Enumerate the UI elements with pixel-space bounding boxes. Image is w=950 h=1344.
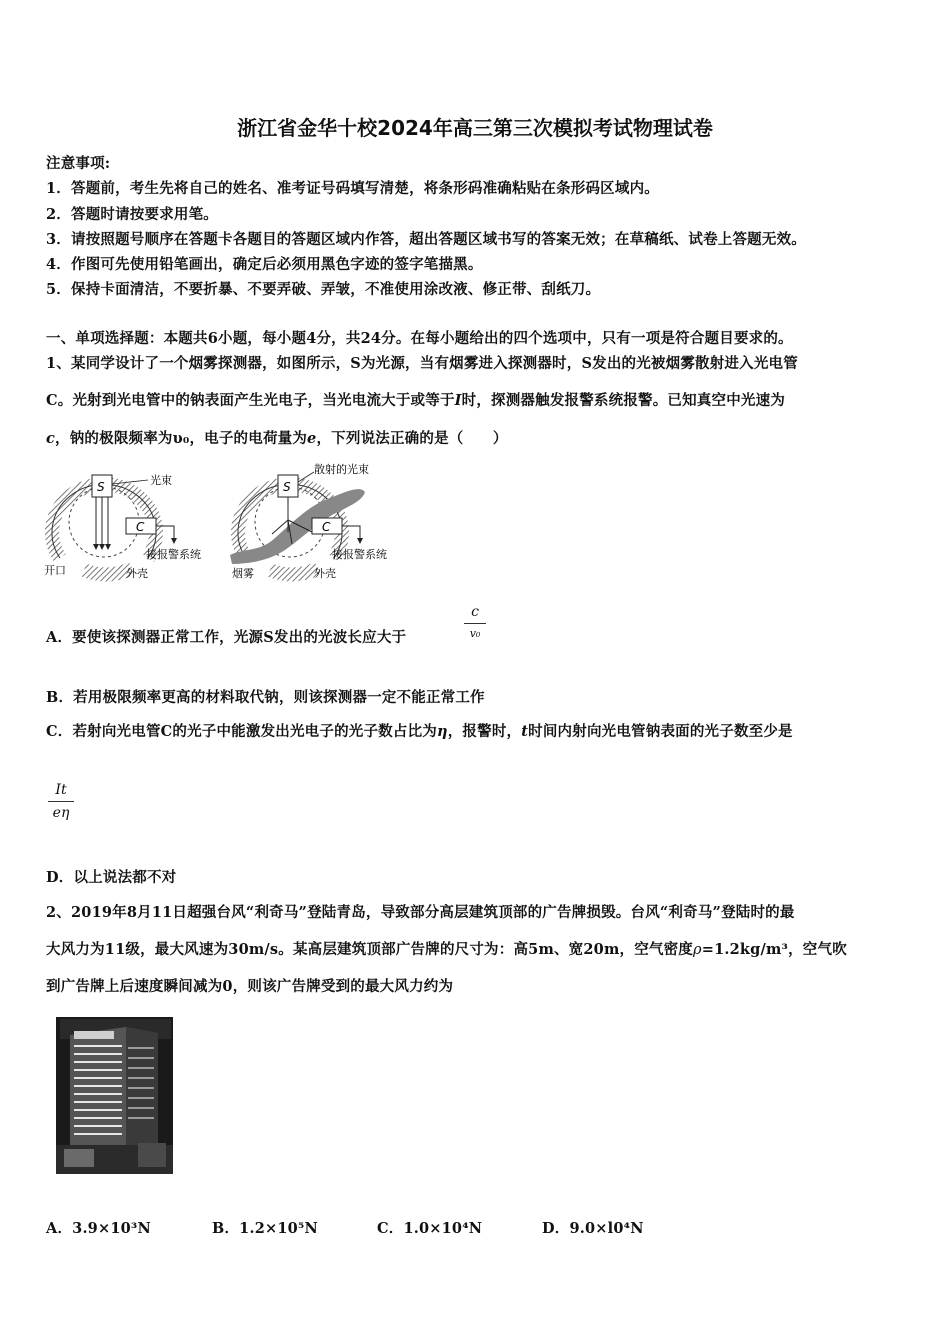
detector-diagram-right	[230, 462, 387, 580]
q1-option-b: B．若用极限频率更高的材料取代钠，则该探测器一定不能正常工作	[46, 689, 485, 706]
page-title: 浙江省金华十校2024年高三第三次模拟考试物理试卷	[237, 116, 713, 140]
q2-stem-line3: 到广告牌上后速度瞬间减为0，则该广告牌受到的最大风力约为	[46, 978, 454, 995]
q1-stem-line2: C。光射到光电管中的钠表面产生光电子，当光电流大于或等于I时，探测器触发报警系统报警。已知真空中光速为	[46, 392, 786, 409]
photocell-label: C	[322, 520, 331, 534]
section-heading: 一、单项选择题：本题共6小题，每小题4分，共24分。在每小题给出的四个选项中，只有一项是符合题目要求的。	[46, 330, 793, 347]
source-label: S	[97, 480, 105, 494]
q1-option-c: C．若射向光电管C的光子中能激发出光电子的光子数占比为η，报警时，t时间内射向光电管钠表面的光子数至少是	[46, 723, 793, 740]
q1-option-a: A．要使该探测器正常工作，光源S发出的光波长应大于	[46, 629, 407, 646]
q2-stem-line1: 2、2019年8月11日超强台风“利奇马”登陆青岛，导致部分高层建筑顶部的广告牌损毁。台风“利奇马”登陆时的最	[46, 904, 795, 921]
alarm-label: 接报警系统	[146, 548, 201, 561]
notice-item: 2．答题时请按要求用笔。	[46, 206, 218, 223]
opening-label: 开口	[44, 564, 66, 577]
q2-option-a: A．3.9×10³N	[46, 1220, 151, 1237]
q1-option-d: D．以上说法都不对	[46, 869, 177, 886]
q2-stem-line2: 大风力为11级，最大风速为30m/s。某高层建筑顶部广告牌的尺寸为：高5m、宽20m，空气密度ρ=1.2kg/m³，空气吹	[46, 941, 847, 958]
q2-option-d: D．9.0×l0⁴N	[542, 1220, 644, 1237]
beam-label: 光束	[150, 474, 172, 487]
q1-stem-line1: 1、某同学设计了一个烟雾探测器，如图所示，S为光源，当有烟雾进入探测器时，S发出的光被烟雾散射进入光电管	[46, 355, 798, 372]
source-label: S	[283, 480, 291, 494]
photon-count-fraction: It eη	[48, 782, 74, 821]
alarm-arrow	[357, 538, 363, 544]
wavelength-fraction: c v₀	[464, 604, 486, 640]
rho-symbol: ρ	[693, 942, 702, 958]
notice-item: 1．答题前，考生先将自己的姓名、准考证号码填写清楚，将条形码准确粘贴在条形码区域内。	[46, 180, 659, 197]
eta-symbol: η	[436, 723, 448, 740]
scattered-beam-label: 散射的光束	[314, 463, 369, 476]
shell-bottom	[270, 568, 318, 574]
shell-bottom	[84, 568, 132, 574]
photocell-label: C	[136, 520, 145, 534]
alarm-label: 接报警系统	[332, 548, 387, 561]
charge-symbol: e	[307, 430, 317, 447]
detector-diagram-left	[44, 473, 201, 580]
notice-heading: 注意事项:	[46, 155, 111, 172]
shell-label: 外壳	[126, 567, 148, 580]
q1-figure	[40, 460, 420, 585]
notice-item: 3．请按照题号顺序在答题卡各题目的答题区域内作答，超出答题区域书写的答案无效；在草稿纸、试卷上答题无效。	[46, 231, 806, 248]
alarm-arrow	[171, 538, 177, 544]
beam-arrowheads	[93, 544, 111, 550]
shell-label: 外壳	[314, 567, 336, 580]
smoke-label: 烟雾	[232, 567, 254, 580]
q2-option-b: B．1.2×10⁵N	[212, 1220, 318, 1237]
q1-stem-line3: c，钠的极限频率为υ₀，电子的电荷量为e，下列说法正确的是（ ）	[46, 430, 508, 447]
current-symbol: I	[454, 392, 462, 409]
q2-option-c: C．1.0×10⁴N	[377, 1220, 483, 1237]
time-symbol: t	[521, 723, 529, 740]
notice-item: 5．保持卡面清洁，不要折暴、不要弄破、弄皱，不准使用涂改液、修正带、刮纸刀。	[46, 281, 601, 298]
notice-item: 4．作图可先使用铅笔画出，确定后必须用黑色字迹的签字笔描黑。	[46, 256, 483, 273]
light-speed-symbol: c	[46, 430, 56, 447]
building-photo	[56, 1017, 173, 1174]
